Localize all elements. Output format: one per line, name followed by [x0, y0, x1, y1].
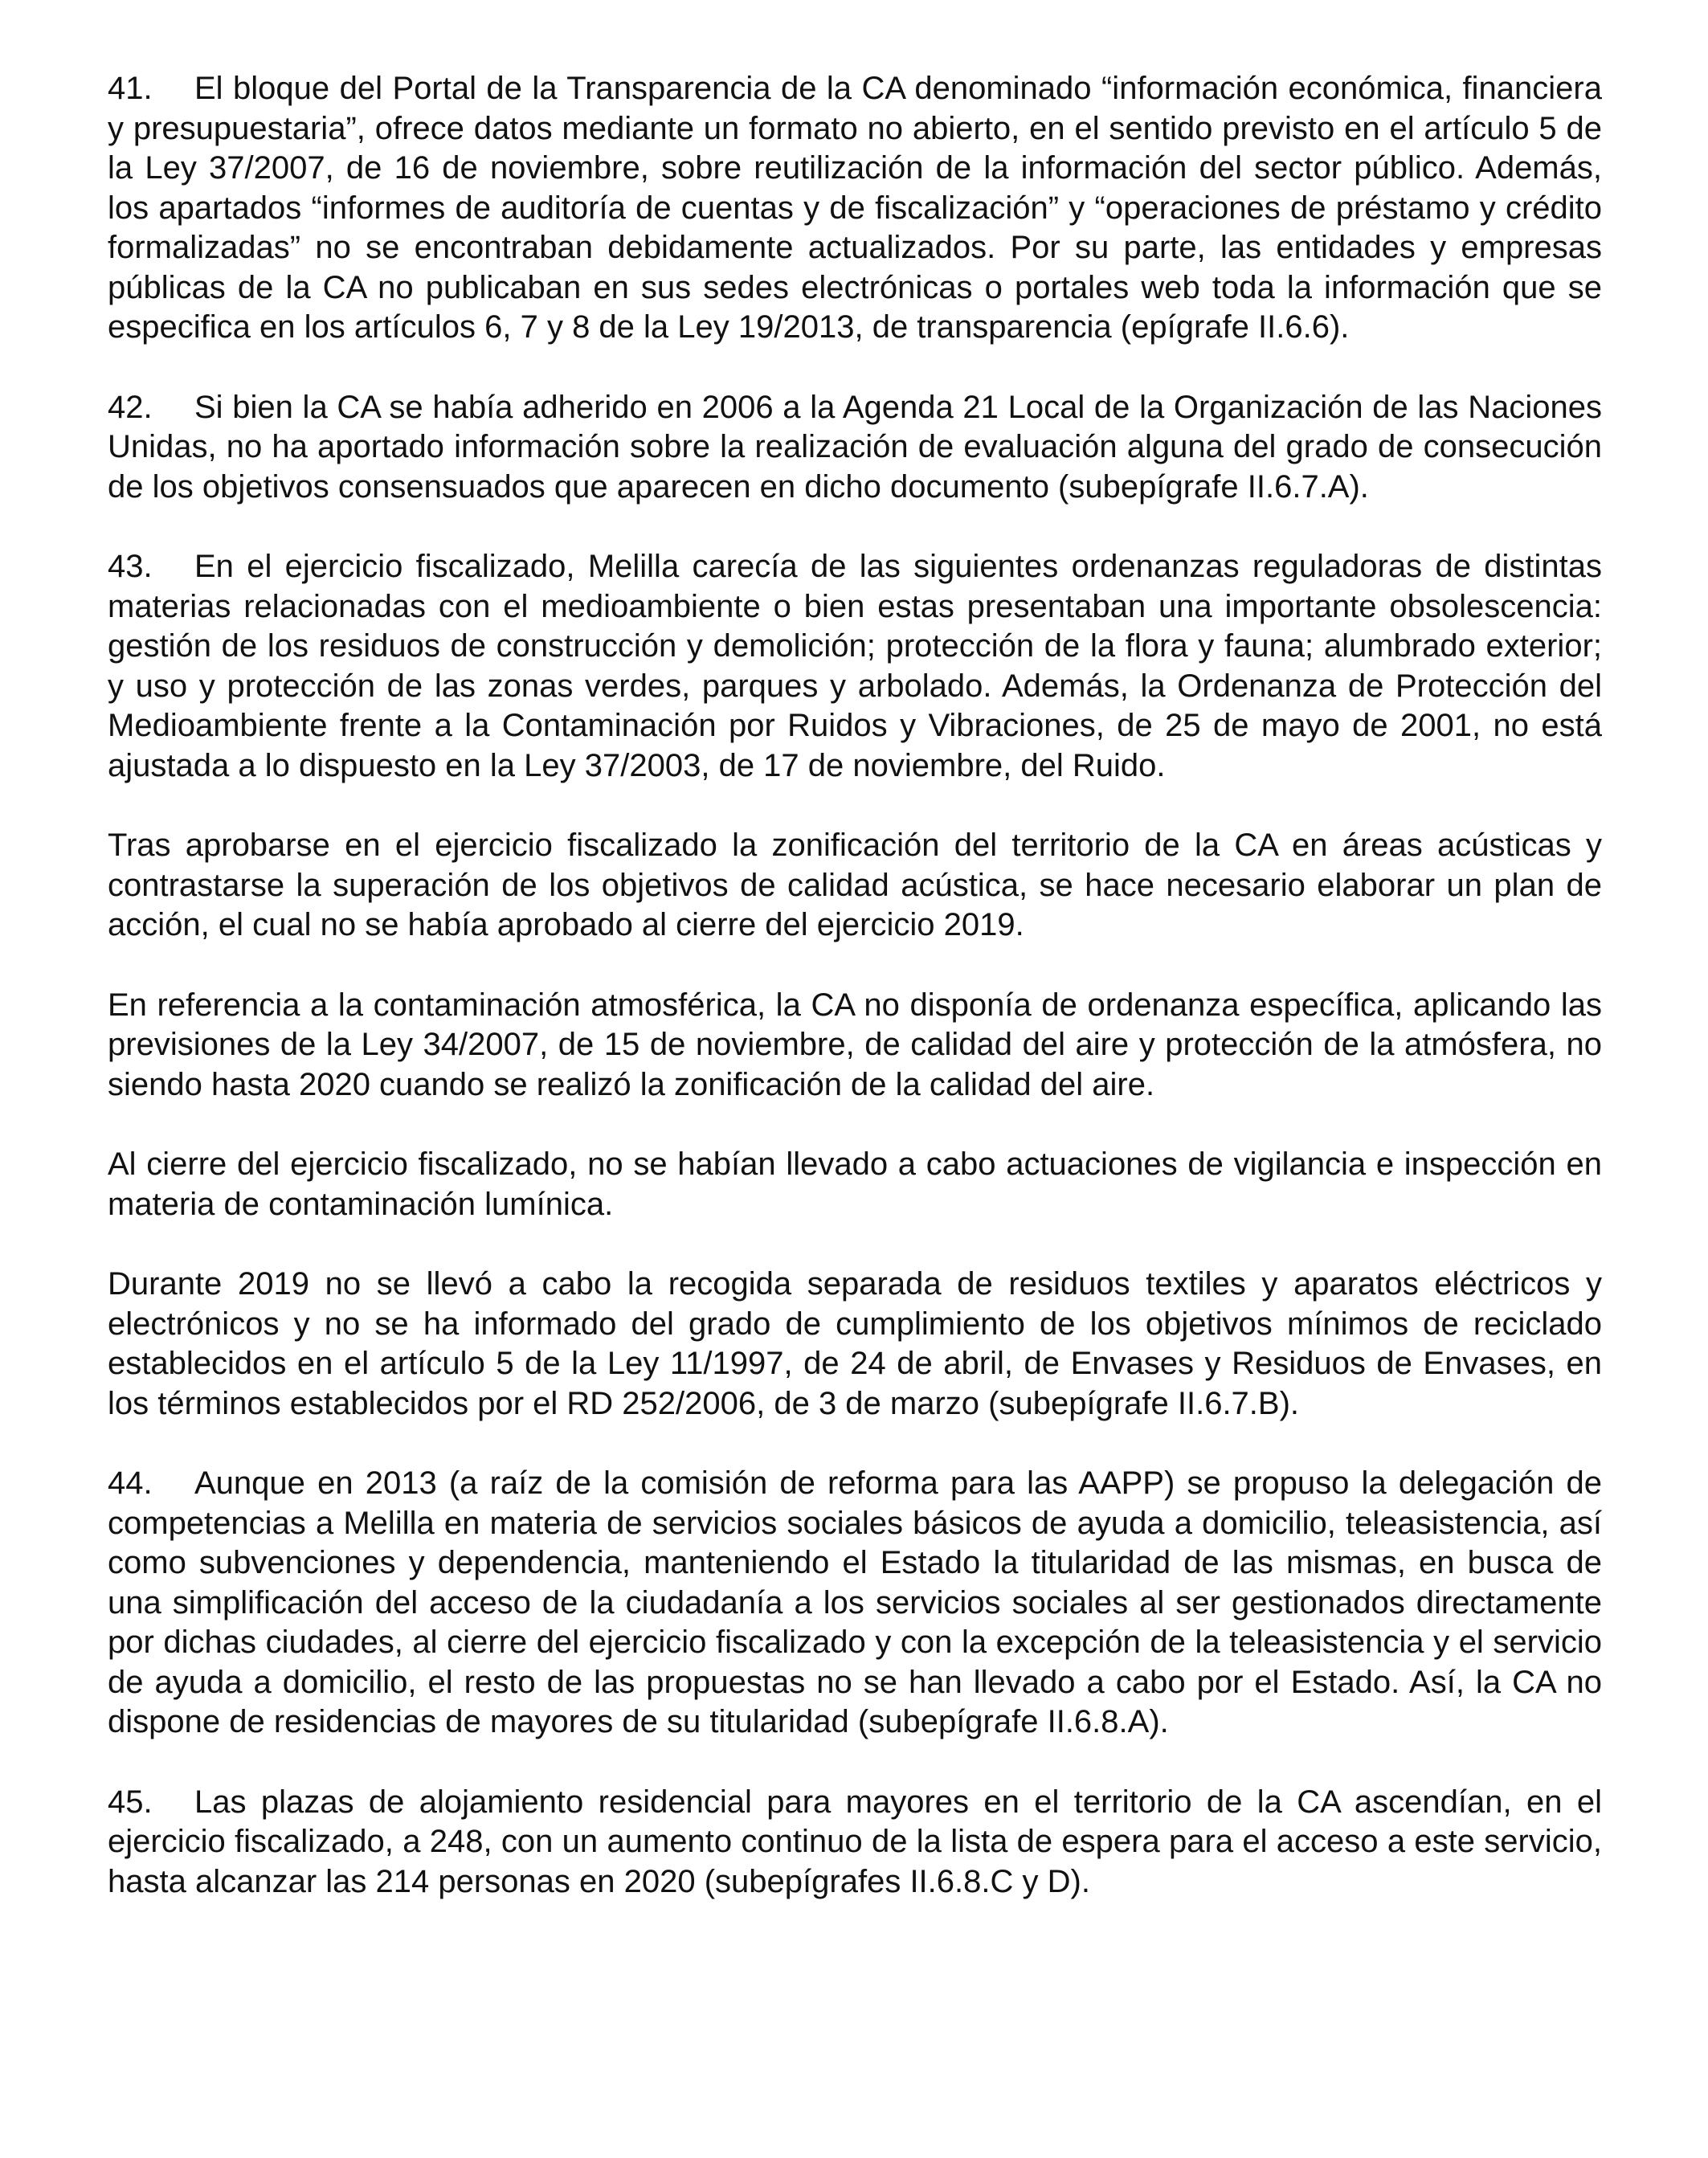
paragraph-41 [108, 69, 1602, 348]
paragraph-text: Al cierre del ejercicio fiscalizado, no se habían llevado a cabo actuaciones de vigilancia e inspección en materia de contaminación lumínica. [108, 1146, 1602, 1222]
paragraph-number: 43. [108, 549, 153, 584]
paragraph-text: Las plazas de alojamiento residencial para mayores en el territorio de la CA ascendían, en el ejercicio fiscalizado, a 248, con un aumento continuo de la lista de espera para el acceso a este servicio, hasta alcanzar las 214 personas en 2020 (subepígrafes II.6.8.C y D). [108, 1784, 1602, 1899]
paragraph-text: El bloque del Portal de la Transparencia de la CA denominado “información económica, financiera y presupuestaria”, ofrece datos mediante un formato no abierto, en el sentido previsto en el artículo 5 de la Ley 37/2007, de 16 de noviembre, sobre reutilización de la información del sector público. Además, los apartados “informes de auditoría de cuentas y de fiscalización” y “operaciones de préstamo y crédito formalizadas” no se encontraban debidamente actualizados. Por su parte, las entidades y empresas públicas de la CA no publicaban en sus sedes electrónicas o portales web toda la información que se especifica en los artículos 6, 7 y 8 de la Ley 19/2013, de transparencia (epígrafe II.6.6). [108, 71, 1602, 345]
paragraph-number: 45. [108, 1784, 153, 1820]
paragraph-text: En referencia a la contaminación atmosférica, la CA no disponía de ordenanza específica, aplicando las previsiones de la Ley 34/2007, de 15 de noviembre, de calidad del aire y protección de la atmósfera, no siendo hasta 2020 cuando se realizó la zonificación de la calidad del aire. [108, 987, 1602, 1102]
paragraph-43-waste [108, 1265, 1602, 1424]
paragraph-44 [108, 1464, 1602, 1743]
paragraph-number: 42. [108, 389, 153, 425]
paragraph-43 [108, 547, 1602, 786]
paragraph-43-light [108, 1145, 1602, 1224]
paragraph-number: 44. [108, 1465, 153, 1501]
document-page [108, 69, 1602, 1942]
paragraph-43-atmospheric [108, 986, 1602, 1106]
paragraph-text: Durante 2019 no se llevó a cabo la recogida separada de residuos textiles y aparatos eléctricos y electrónicos y no se ha informado del grado de cumplimiento de los objetivos mínimos de reciclado establecidos en el artículo 5 de la Ley 11/1997, de 24 de abril, de Envases y Residuos de Envases, en los términos establecidos por el RD 252/2006, de 3 de marzo (subepígrafe II.6.7.B). [108, 1266, 1602, 1421]
paragraph-text: Tras aprobarse en el ejercicio fiscalizado la zonificación del territorio de la CA en áreas acústicas y contrastarse la superación de los objetivos de calidad acústica, se hace necesario elaborar un plan de acción, el cual no se había aprobado al cierre del ejercicio 2019. [108, 828, 1602, 942]
paragraph-text: Aunque en 2013 (a raíz de la comisión de reforma para las AAPP) se propuso la delegación de competencias a Melilla en materia de servicios sociales básicos de ayuda a domicilio, teleasistencia, así como subvenciones y dependencia, manteniendo el Estado la titularidad de las mismas, en busca de una simplificación del acceso de la ciudadanía a los servicios sociales al ser gestionados directamente por dichas ciudades, al cierre del ejercicio fiscalizado y con la excepción de la teleasistencia y el servicio de ayuda a domicilio, el resto de las propuestas no se han llevado a cabo por el Estado. Así, la CA no dispone de residencias de mayores de su titularidad (subepígrafe II.6.8.A). [108, 1465, 1602, 1739]
paragraph-45 [108, 1783, 1602, 1903]
paragraph-text: En el ejercicio fiscalizado, Melilla carecía de las siguientes ordenanzas reguladoras de distintas materias relacionadas con el medioambiente o bien estas presentaban una importante obsolescencia: gestión de los residuos de construcción y demolición; protección de la flora y fauna; alumbrado exterior; y uso y protección de las zonas verdes, parques y arbolado. Además, la Ordenanza de Protección del Medioambiente frente a la Contaminación por Ruidos y Vibraciones, de 25 de mayo de 2001, no está ajustada a lo dispuesto en la Ley 37/2003, de 17 de noviembre, del Ruido. [108, 549, 1602, 783]
paragraph-text: Si bien la CA se había adherido en 2006 a la Agenda 21 Local de la Organización de las Naciones Unidas, no ha aportado información sobre la realización de evaluación alguna del grado de consecución de los objetivos consensuados que aparecen en dicho documento (subepígrafe II.6.7.A). [108, 389, 1602, 505]
paragraph-43-acoustic [108, 826, 1602, 946]
paragraph-42 [108, 388, 1602, 508]
paragraph-number: 41. [108, 71, 153, 106]
